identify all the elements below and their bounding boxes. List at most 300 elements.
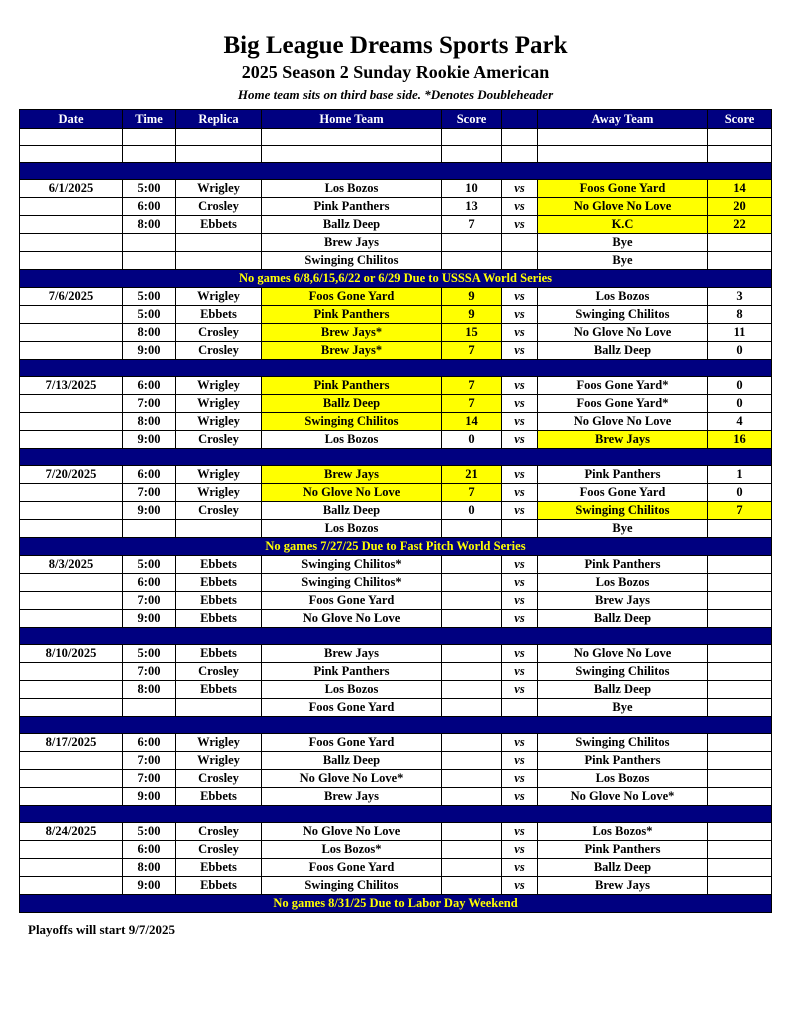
no-games-banner: No games 6/8,6/15,6/22 or 6/29 Due to USSSA World Series [20, 270, 772, 288]
replica-cell: Wrigley [176, 180, 262, 198]
away-score-cell [708, 520, 772, 538]
home-score-cell: 21 [442, 466, 502, 484]
separator-band [20, 360, 772, 377]
home-score-cell [442, 699, 502, 717]
home-team-cell: No Glove No Love [262, 610, 442, 628]
away-score-cell [708, 788, 772, 806]
time-cell: 9:00 [123, 877, 176, 895]
home-score-cell: 13 [442, 198, 502, 216]
date-cell [20, 752, 123, 770]
replica-cell: Crosley [176, 770, 262, 788]
time-cell: 7:00 [123, 770, 176, 788]
home-team-cell: Pink Panthers [262, 663, 442, 681]
away-team-cell: Swinging Chilitos [538, 306, 708, 324]
home-team-cell: Los Bozos* [262, 841, 442, 859]
home-team-cell: Swinging Chilitos [262, 252, 442, 270]
replica-cell: Crosley [176, 431, 262, 449]
date-cell [20, 234, 123, 252]
vs-cell: vs [502, 466, 538, 484]
away-score-cell: 14 [708, 180, 772, 198]
away-score-cell [708, 734, 772, 752]
date-cell [20, 610, 123, 628]
vs-cell: vs [502, 556, 538, 574]
time-cell: 9:00 [123, 610, 176, 628]
banner-row [20, 895, 772, 913]
game-row [20, 216, 772, 234]
date-cell [20, 699, 123, 717]
separator-band [20, 806, 772, 823]
date-cell: 8/17/2025 [20, 734, 123, 752]
home-score-cell [442, 788, 502, 806]
away-team-cell: Pink Panthers [538, 841, 708, 859]
time-cell: 8:00 [123, 681, 176, 699]
separator-row [20, 717, 772, 734]
date-cell [20, 663, 123, 681]
home-score-cell: 15 [442, 324, 502, 342]
away-score-cell: 0 [708, 342, 772, 360]
replica-cell: Wrigley [176, 413, 262, 431]
home-team-cell: Brew Jays [262, 466, 442, 484]
game-row [20, 484, 772, 502]
away-score-cell: 0 [708, 395, 772, 413]
away-score-cell [708, 610, 772, 628]
away-score-cell: 11 [708, 324, 772, 342]
time-cell: 8:00 [123, 216, 176, 234]
date-cell [20, 413, 123, 431]
home-team-cell: Pink Panthers [262, 306, 442, 324]
away-score-cell [708, 681, 772, 699]
empty-cell [538, 129, 708, 146]
no-games-banner: No games 8/31/25 Due to Labor Day Weekend [20, 895, 772, 913]
home-team-cell: Pink Panthers [262, 198, 442, 216]
home-team-cell: Los Bozos [262, 681, 442, 699]
time-cell: 6:00 [123, 198, 176, 216]
away-score-cell: 20 [708, 198, 772, 216]
replica-cell: Ebbets [176, 306, 262, 324]
away-team-cell: K.C [538, 216, 708, 234]
page-title: Big League Dreams Sports Park [223, 32, 568, 59]
page-subtitle: 2025 Season 2 Sunday Rookie American [241, 61, 550, 82]
no-games-banner: No games 7/27/25 Due to Fast Pitch World Series [20, 538, 772, 556]
home-team-cell: No Glove No Love* [262, 770, 442, 788]
away-score-cell [708, 592, 772, 610]
away-team-cell: Pink Panthers [538, 556, 708, 574]
game-row [20, 770, 772, 788]
home-team-cell: Ballz Deep [262, 502, 442, 520]
away-team-cell: No Glove No Love [538, 645, 708, 663]
away-score-cell [708, 234, 772, 252]
game-row [20, 823, 772, 841]
separator-row [20, 163, 772, 180]
home-team-cell: Swinging Chilitos* [262, 556, 442, 574]
empty-cell [123, 129, 176, 146]
home-score-cell: 9 [442, 288, 502, 306]
table-header-row [20, 110, 772, 129]
game-row [20, 180, 772, 198]
date-cell [20, 574, 123, 592]
away-team-cell: Bye [538, 234, 708, 252]
date-cell [20, 324, 123, 342]
vs-cell: vs [502, 752, 538, 770]
date-cell [20, 342, 123, 360]
empty-cell [442, 129, 502, 146]
game-row [20, 663, 772, 681]
banner-row [20, 538, 772, 556]
replica-cell: Ebbets [176, 592, 262, 610]
time-cell: 6:00 [123, 734, 176, 752]
home-team-cell: Los Bozos [262, 520, 442, 538]
page-note: Home team sits on third base side. *Denotes Doubleheader [237, 87, 554, 103]
empty-cell [176, 146, 262, 163]
replica-cell [176, 520, 262, 538]
empty-cell [262, 129, 442, 146]
away-team-cell: Bye [538, 252, 708, 270]
away-team-cell: Swinging Chilitos [538, 663, 708, 681]
away-score-cell: 0 [708, 377, 772, 395]
home-score-cell [442, 877, 502, 895]
vs-cell [502, 252, 538, 270]
vs-cell [502, 234, 538, 252]
time-cell: 6:00 [123, 466, 176, 484]
time-cell [123, 699, 176, 717]
home-score-cell: 7 [442, 377, 502, 395]
time-cell: 8:00 [123, 859, 176, 877]
replica-cell [176, 234, 262, 252]
time-cell: 6:00 [123, 377, 176, 395]
home-team-cell: Pink Panthers [262, 377, 442, 395]
table-body [20, 129, 772, 913]
vs-cell: vs [502, 431, 538, 449]
date-cell: 8/10/2025 [20, 645, 123, 663]
home-team-cell: No Glove No Love [262, 823, 442, 841]
away-score-cell: 0 [708, 484, 772, 502]
game-row [20, 610, 772, 628]
time-cell: 5:00 [123, 288, 176, 306]
game-row [20, 645, 772, 663]
time-cell: 9:00 [123, 342, 176, 360]
home-team-cell: Swinging Chilitos [262, 413, 442, 431]
date-cell: 8/24/2025 [20, 823, 123, 841]
away-score-cell [708, 841, 772, 859]
vs-cell: vs [502, 663, 538, 681]
away-team-cell: Ballz Deep [538, 342, 708, 360]
separator-row [20, 806, 772, 823]
home-team-cell: Brew Jays* [262, 324, 442, 342]
banner-row [20, 270, 772, 288]
vs-cell: vs [502, 216, 538, 234]
home-score-cell [442, 841, 502, 859]
home-score-cell [442, 734, 502, 752]
replica-cell: Wrigley [176, 484, 262, 502]
game-row [20, 288, 772, 306]
vs-cell: vs [502, 484, 538, 502]
game-row [20, 788, 772, 806]
away-team-cell: Los Bozos [538, 770, 708, 788]
separator-row [20, 449, 772, 466]
home-score-cell: 7 [442, 484, 502, 502]
empty-cell [20, 146, 123, 163]
column-header: Time [123, 110, 176, 129]
replica-cell: Wrigley [176, 395, 262, 413]
date-cell [20, 395, 123, 413]
home-team-cell: Swinging Chilitos* [262, 574, 442, 592]
game-row [20, 234, 772, 252]
away-score-cell [708, 877, 772, 895]
home-team-cell: Swinging Chilitos [262, 877, 442, 895]
game-row [20, 734, 772, 752]
vs-cell: vs [502, 841, 538, 859]
away-score-cell [708, 770, 772, 788]
away-team-cell: No Glove No Love* [538, 788, 708, 806]
game-row [20, 752, 772, 770]
time-cell: 7:00 [123, 663, 176, 681]
away-team-cell: Bye [538, 699, 708, 717]
game-row [20, 699, 772, 717]
date-cell [20, 877, 123, 895]
replica-cell: Crosley [176, 342, 262, 360]
time-cell: 9:00 [123, 788, 176, 806]
empty-cell [123, 146, 176, 163]
away-score-cell [708, 252, 772, 270]
away-team-cell: Ballz Deep [538, 610, 708, 628]
home-score-cell: 7 [442, 395, 502, 413]
empty-cell [502, 146, 538, 163]
away-team-cell: Bye [538, 520, 708, 538]
date-cell [20, 252, 123, 270]
separator-row [20, 360, 772, 377]
home-score-cell [442, 752, 502, 770]
date-cell [20, 788, 123, 806]
replica-cell: Wrigley [176, 734, 262, 752]
home-score-cell [442, 681, 502, 699]
home-score-cell [442, 574, 502, 592]
separator-row [20, 628, 772, 645]
home-team-cell: Brew Jays [262, 234, 442, 252]
away-team-cell: No Glove No Love [538, 413, 708, 431]
away-score-cell: 22 [708, 216, 772, 234]
replica-cell: Crosley [176, 198, 262, 216]
column-header: Replica [176, 110, 262, 129]
replica-cell: Crosley [176, 841, 262, 859]
away-score-cell: 8 [708, 306, 772, 324]
vs-cell: vs [502, 324, 538, 342]
date-cell [20, 841, 123, 859]
away-score-cell: 4 [708, 413, 772, 431]
home-team-cell: Ballz Deep [262, 216, 442, 234]
replica-cell [176, 699, 262, 717]
game-row [20, 431, 772, 449]
time-cell [123, 520, 176, 538]
home-score-cell [442, 520, 502, 538]
schedule-table [19, 109, 772, 913]
away-team-cell: Ballz Deep [538, 859, 708, 877]
date-cell [20, 859, 123, 877]
away-score-cell: 3 [708, 288, 772, 306]
replica-cell: Crosley [176, 663, 262, 681]
away-team-cell: Pink Panthers [538, 752, 708, 770]
replica-cell [176, 252, 262, 270]
replica-cell: Wrigley [176, 288, 262, 306]
home-team-cell: Foos Gone Yard [262, 699, 442, 717]
vs-cell: vs [502, 306, 538, 324]
replica-cell: Ebbets [176, 556, 262, 574]
home-team-cell: Foos Gone Yard [262, 734, 442, 752]
home-team-cell: Ballz Deep [262, 752, 442, 770]
empty-cell [20, 129, 123, 146]
home-team-cell: Foos Gone Yard [262, 859, 442, 877]
date-cell [20, 681, 123, 699]
home-team-cell: Los Bozos [262, 180, 442, 198]
vs-cell: vs [502, 788, 538, 806]
away-score-cell [708, 699, 772, 717]
date-cell [20, 216, 123, 234]
away-score-cell [708, 823, 772, 841]
home-score-cell [442, 859, 502, 877]
game-row [20, 413, 772, 431]
game-row [20, 859, 772, 877]
vs-cell: vs [502, 681, 538, 699]
replica-cell: Ebbets [176, 610, 262, 628]
away-team-cell: No Glove No Love [538, 324, 708, 342]
replica-cell: Ebbets [176, 859, 262, 877]
game-row [20, 395, 772, 413]
time-cell [123, 252, 176, 270]
date-cell: 8/3/2025 [20, 556, 123, 574]
date-cell: 6/1/2025 [20, 180, 123, 198]
vs-cell: vs [502, 377, 538, 395]
home-team-cell: Ballz Deep [262, 395, 442, 413]
replica-cell: Ebbets [176, 645, 262, 663]
home-team-cell: Brew Jays [262, 645, 442, 663]
replica-cell: Crosley [176, 324, 262, 342]
home-score-cell [442, 770, 502, 788]
vs-cell: vs [502, 342, 538, 360]
vs-cell: vs [502, 288, 538, 306]
column-header: Home Team [262, 110, 442, 129]
away-score-cell: 7 [708, 502, 772, 520]
time-cell: 6:00 [123, 574, 176, 592]
home-team-cell: Brew Jays* [262, 342, 442, 360]
game-row [20, 681, 772, 699]
home-score-cell: 0 [442, 431, 502, 449]
time-cell: 5:00 [123, 645, 176, 663]
column-header: Score [708, 110, 772, 129]
column-header [502, 110, 538, 129]
date-cell [20, 520, 123, 538]
game-row [20, 877, 772, 895]
vs-cell: vs [502, 734, 538, 752]
date-cell: 7/6/2025 [20, 288, 123, 306]
home-team-cell: Foos Gone Yard [262, 592, 442, 610]
replica-cell: Wrigley [176, 377, 262, 395]
date-cell [20, 770, 123, 788]
vs-cell: vs [502, 502, 538, 520]
time-cell: 6:00 [123, 841, 176, 859]
separator-band [20, 628, 772, 645]
home-team-cell: No Glove No Love [262, 484, 442, 502]
game-row [20, 556, 772, 574]
date-cell: 7/20/2025 [20, 466, 123, 484]
empty-cell [708, 146, 772, 163]
away-team-cell: No Glove No Love [538, 198, 708, 216]
time-cell: 8:00 [123, 324, 176, 342]
game-row [20, 574, 772, 592]
away-team-cell: Brew Jays [538, 431, 708, 449]
time-cell: 5:00 [123, 823, 176, 841]
empty-cell [262, 146, 442, 163]
empty-row [20, 146, 772, 163]
game-row [20, 198, 772, 216]
vs-cell: vs [502, 413, 538, 431]
away-score-cell [708, 556, 772, 574]
time-cell: 9:00 [123, 431, 176, 449]
game-row [20, 377, 772, 395]
replica-cell: Crosley [176, 823, 262, 841]
game-row [20, 324, 772, 342]
vs-cell [502, 699, 538, 717]
vs-cell: vs [502, 198, 538, 216]
game-row [20, 252, 772, 270]
date-cell [20, 592, 123, 610]
game-row [20, 306, 772, 324]
game-row [20, 466, 772, 484]
vs-cell: vs [502, 645, 538, 663]
column-header: Score [442, 110, 502, 129]
home-score-cell [442, 663, 502, 681]
home-score-cell [442, 252, 502, 270]
separator-band [20, 163, 772, 180]
empty-cell [442, 146, 502, 163]
vs-cell: vs [502, 859, 538, 877]
vs-cell: vs [502, 592, 538, 610]
date-cell [20, 431, 123, 449]
home-score-cell [442, 645, 502, 663]
empty-cell [708, 129, 772, 146]
away-team-cell: Foos Gone Yard* [538, 395, 708, 413]
date-cell [20, 484, 123, 502]
home-score-cell: 7 [442, 342, 502, 360]
empty-cell [176, 129, 262, 146]
replica-cell: Ebbets [176, 216, 262, 234]
away-team-cell: Los Bozos [538, 574, 708, 592]
time-cell: 5:00 [123, 556, 176, 574]
home-score-cell [442, 592, 502, 610]
home-team-cell: Foos Gone Yard [262, 288, 442, 306]
home-score-cell [442, 556, 502, 574]
column-header: Date [20, 110, 123, 129]
game-row [20, 841, 772, 859]
time-cell: 7:00 [123, 395, 176, 413]
time-cell: 7:00 [123, 752, 176, 770]
replica-cell: Wrigley [176, 752, 262, 770]
away-score-cell [708, 663, 772, 681]
home-score-cell [442, 823, 502, 841]
playoffs-note: Playoffs will start 9/7/2025 [28, 922, 175, 938]
away-team-cell: Brew Jays [538, 877, 708, 895]
home-score-cell: 0 [442, 502, 502, 520]
away-team-cell: Los Bozos [538, 288, 708, 306]
away-team-cell: Pink Panthers [538, 466, 708, 484]
away-score-cell [708, 752, 772, 770]
game-row [20, 520, 772, 538]
home-score-cell: 10 [442, 180, 502, 198]
away-team-cell: Swinging Chilitos [538, 502, 708, 520]
vs-cell [502, 520, 538, 538]
away-team-cell: Foos Gone Yard* [538, 377, 708, 395]
date-cell [20, 502, 123, 520]
time-cell: 9:00 [123, 502, 176, 520]
home-score-cell: 14 [442, 413, 502, 431]
